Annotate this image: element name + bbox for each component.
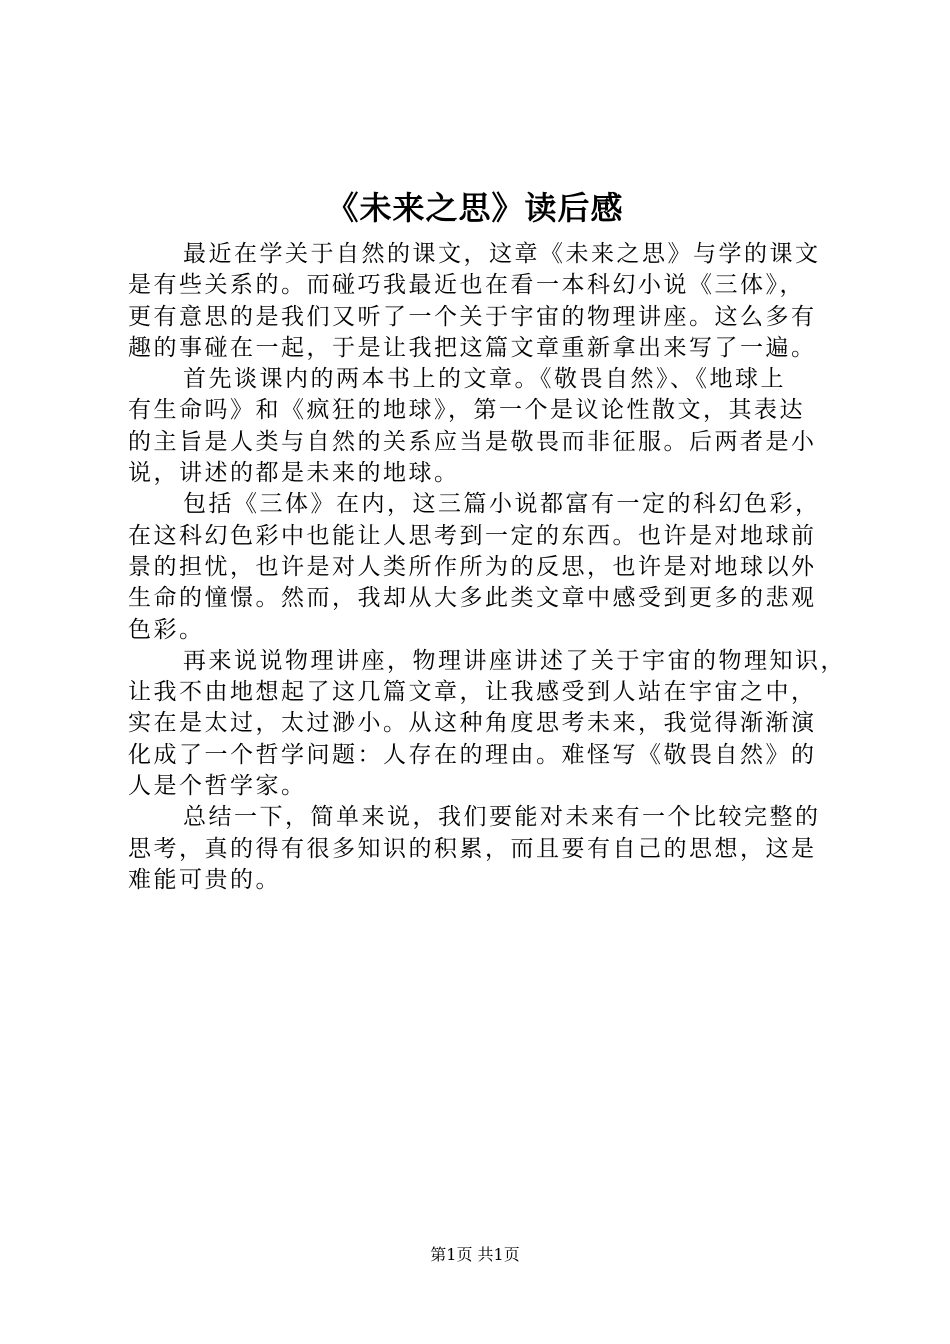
paragraph-line: 景的担忧，也许是对人类所作所为的反思，也许是对地球以外 (128, 553, 817, 580)
paragraph-line: 生命的憧憬。然而，我却从大多此类文章中感受到更多的悲观 (128, 585, 817, 612)
paragraph-2 (128, 364, 834, 489)
paragraph-line: 更有意思的是我们又听了一个关于宇宙的物理讲座。这么多有 (128, 303, 817, 330)
paragraph-line: 是有些关系的。而碰巧我最近也在看一本科幻小说《三体》， (128, 272, 805, 299)
paragraph-line: 思考，真的得有很多知识的积累，而且要有自己的思想，这是 (128, 835, 817, 862)
paragraph-line: 在这科幻色彩中也能让人思考到一定的东西。也许是对地球前 (128, 522, 817, 549)
paragraph-line: 色彩。 (128, 616, 205, 643)
paragraph-line: 化成了一个哲学问题：人存在的理由。难怪写《敬畏自然》的 (128, 741, 817, 768)
paragraph-line: 实在是太过，太过渺小。从这种角度思考未来，我觉得渐渐演 (128, 710, 817, 737)
paragraph-line: 让我不由地想起了这几篇文章，让我感受到人站在宇宙之中， (128, 679, 817, 706)
paragraph-line: 最近在学关于自然的课文，这章《未来之思》与学的课文 (183, 241, 821, 267)
paragraph-line: 有生命吗》和《疯狂的地球》，第一个是议论性散文，其表达 (128, 397, 805, 424)
paragraph-line: 包括《三体》在内，这三篇小说都富有一定的科幻色彩， (183, 491, 821, 518)
paragraph-line: 再来说说物理讲座，物理讲座讲述了关于宇宙的物理知识， (183, 647, 846, 674)
paragraph-line: 首先谈课内的两本书上的文章。《敬畏自然》、《地球上 (183, 366, 786, 393)
page-footer: 第1页 共1页 (430, 1245, 520, 1264)
paragraph-3 (128, 489, 834, 645)
paragraph-line: 人是个哲学家。 (128, 773, 307, 800)
paragraph-line: 难能可贵的。 (128, 866, 281, 893)
paragraph-5 (128, 802, 834, 896)
paragraph-4 (128, 646, 846, 802)
document-body (128, 239, 846, 896)
paragraph-1 (128, 239, 834, 364)
paragraph-line: 总结一下，简单来说，我们要能对未来有一个比较完整的 (183, 804, 821, 831)
paragraph-line: 说，讲述的都是未来的地球。 (128, 460, 460, 487)
paragraph-line: 的主旨是人类与自然的关系应当是敬畏而非征服。后两者是小 (128, 428, 817, 455)
document-title: 《未来之思》读后感 (326, 189, 624, 227)
paragraph-line: 趣的事碰在一起，于是让我把这篇文章重新拿出来写了一遍。 (128, 334, 817, 361)
